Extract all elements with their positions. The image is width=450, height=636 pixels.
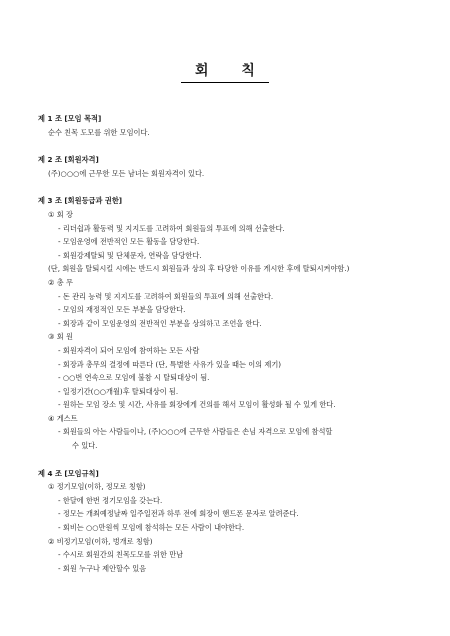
article-4-body (38, 480, 430, 575)
list-item: - 수시로 회원간의 친목도모를 위한 만남 (58, 550, 184, 560)
treasurer-label: ② 총 무 (48, 277, 73, 287)
article-1-text: 순수 친목 도모를 위한 모임이다. (48, 127, 150, 137)
list-item: - 일정기간(○○개월)후 탈퇴대상이 됨. (58, 386, 179, 396)
article-4-heading: 제 4 조 [모임규칙] (38, 468, 99, 478)
list-item: - 회원들의 아는 사람들이나, (주)○○○에 근무한 사람들은 손님 자격으로 모임에 참석할 (58, 427, 333, 437)
regular-meeting-label: ① 정기모임(이하, 정모로 칭함) (48, 482, 146, 492)
list-item: - ○○번 연속으로 모임에 불참 시 탈퇴대상이 됨. (58, 373, 210, 383)
irregular-meeting-label: ② 비정기모임(이하, 벙개로 칭함) (48, 536, 153, 546)
title-area (0, 60, 450, 83)
article-3-body (38, 208, 430, 453)
article-3 (38, 194, 430, 452)
article-2-text: (주)○○○에 근무한 모든 남녀는 회원자격이 있다. (48, 168, 205, 178)
article-2 (38, 153, 430, 180)
president-note: (단, 회원을 탈퇴시킬 시에는 반드시 회원들과 상의 후 타당한 이유를 게시한 후에 탈퇴시켜야함.) (48, 264, 350, 274)
list-item: - 한달에 한번 정기모임을 갖는다. (58, 495, 163, 505)
list-item: - 리더쉽과 활동력 및 지지도를 고려하여 회원들의 투표에 의해 선출한다. (58, 223, 285, 233)
list-item: - 회장과 총무의 결정에 따른다 (단, 특별한 사유가 있을 때는 이의 제기) (58, 359, 282, 369)
list-item: - 회원강제탈퇴 및 단체문자, 연락을 담당한다. (58, 250, 202, 260)
document-title: 회 칙 (181, 60, 269, 83)
list-item: - 모임의 재정적인 모든 부분을 담당한다. (58, 305, 186, 315)
article-4 (38, 467, 430, 576)
list-item-continuation: 수 있다. (72, 441, 98, 451)
article-1-heading: 제 1 조 [모임 목적] (38, 114, 102, 123)
list-item: - 회원 누구나 제안할수 있음 (58, 563, 147, 573)
list-item: - 회비는 ○○만원씩 모임에 참석하는 모든 사람이 내야한다. (58, 523, 245, 533)
article-2-heading: 제 2 조 [회원자격] (38, 155, 99, 165)
document-body (38, 112, 430, 589)
list-item: - 정모는 개최예정날짜 일주일전과 하루 전에 회장이 핸드폰 문자로 알려준다. (58, 509, 299, 519)
article-1 (38, 112, 430, 139)
list-item: - 돈 관리 능력 및 지지도를 고려하여 회원들의 투표에 의해 선출한다. (58, 291, 274, 301)
member-label: ③ 회 원 (48, 332, 73, 342)
list-item: - 회장과 같이 모임운영의 전반적인 부분을 상의하고 조언을 한다. (58, 318, 262, 328)
list-item: - 모임운영에 전반적인 모든 활동을 담당한다. (58, 237, 200, 247)
article-3-heading: 제 3 조 [회원등급과 권한] (38, 196, 123, 206)
president-label: ① 회 장 (48, 209, 73, 219)
guest-label: ④ 게스트 (48, 413, 78, 423)
list-item: - 회원자격이 되어 모임에 참여하는 모든 사람 (58, 345, 200, 355)
list-item: - 원하는 모임 장소 및 시간, 사유를 회장에게 건의를 해서 모임이 활성화 될 수 있게 한다. (58, 400, 336, 410)
